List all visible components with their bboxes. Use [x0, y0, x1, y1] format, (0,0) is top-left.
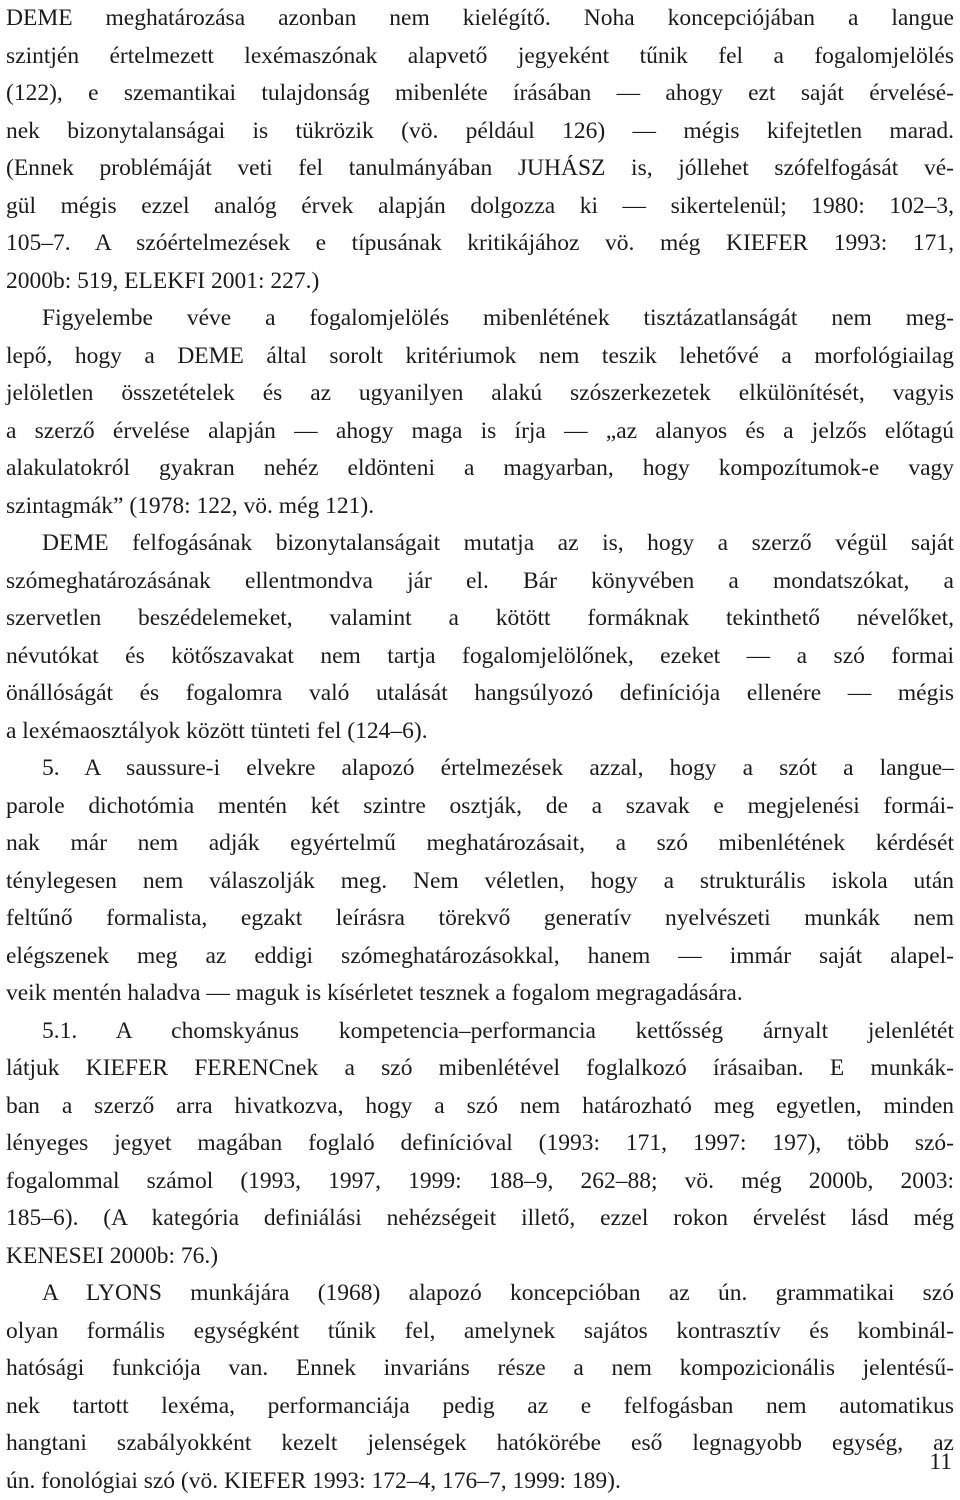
text-line: parole dichotómia mentén két szintre osztják, de a szavak e megjelenési formái-: [6, 788, 954, 826]
text-line: gül mégis ezzel analóg érvek alapján dolgozza ki — sikertelenül; 1980: 102–3,: [6, 188, 954, 226]
paragraph-first-line: DEME felfogásának bizonytalanságait mutatja az is, hogy a szerző végül saját: [6, 525, 954, 563]
text-line: névutókat és kötőszavakat nem tartja fogalomjelölőnek, ezeket — a szó formai: [6, 638, 954, 676]
text-line: lényeges jegyet magában foglaló definícióval (1993: 171, 1997: 197), több szó-: [6, 1125, 954, 1163]
text-line: feltűnő formalista, egzakt leírásra törekvő generatív nyelvészeti munkák nem: [6, 900, 954, 938]
text-line: (122), e szemantikai tulajdonság mibenléte írásában — ahogy ezt saját érvelésé-: [6, 75, 954, 113]
page-number: 11: [929, 1447, 952, 1477]
text-line: veik mentén haladva — maguk is kísérletet tesznek a fogalom megragadására.: [6, 975, 954, 1013]
text-line: olyan formális egységként tűnik fel, amelynek sajátos kontrasztív és kombinál-: [6, 1313, 954, 1351]
document-page: [6, 0, 954, 1500]
text-line: hatósági funkciója van. Ennek invariáns része a nem kompozicionális jelentésű-: [6, 1350, 954, 1388]
text-line: DEME meghatározása azonban nem kielégítő. Noha koncepciójában a langue: [6, 0, 954, 38]
text-line: szervetlen beszédelemeket, valamint a kötött formáknak tekinthető névelőket,: [6, 600, 954, 638]
text-line: önállóságát és fogalomra való utalását hangsúlyozó definíciója ellenére — mégis: [6, 675, 954, 713]
text-line: (Ennek problémáját veti fel tanulmányában JUHÁSZ is, jóllehet szófelfogását vé-: [6, 150, 954, 188]
text-line: szintjén értelmezett lexémaszónak alapvető jegyeként tűnik fel a fogalomjelölés: [6, 38, 954, 76]
text-line: KENESEI 2000b: 76.): [6, 1238, 954, 1276]
text-line: ténylegesen nem válaszolják meg. Nem véletlen, hogy a strukturális iskola után: [6, 863, 954, 901]
text-line: 2000b: 519, ELEKFI 2001: 227.): [6, 263, 954, 301]
text-line: szintagmák” (1978: 122, vö. még 121).: [6, 488, 954, 526]
text-line: a szerző érvelése alapján — ahogy maga is írja — „az alanyos és a jelzős előtagú: [6, 413, 954, 451]
text-line: 185–6). (A kategória definiálási nehézségeit illető, ezzel rokon érvelést lásd még: [6, 1200, 954, 1238]
text-line: a lexémaosztályok között tünteti fel (124–6).: [6, 713, 954, 751]
text-line: nak már nem adják egyértelmű meghatározásait, a szó mibenlétének kérdését: [6, 825, 954, 863]
text-line: fogalommal számol (1993, 1997, 1999: 188–9, 262–88; vö. még 2000b, 2003:: [6, 1163, 954, 1201]
paragraph-first-line: Figyelembe véve a fogalomjelölés mibenlétének tisztázatlanságát nem meg-: [6, 300, 954, 338]
text-line: jelöletlen összetételek és az ugyanilyen alakú szószerkezetek elkülönítését, vagyis: [6, 375, 954, 413]
text-line: 105–7. A szóértelmezések e típusának kritikájához vö. még KIEFER 1993: 171,: [6, 225, 954, 263]
text-line: hangtani szabályokként kezelt jelenségek hatókörébe eső legnagyobb egység, az: [6, 1425, 954, 1463]
text-line: ún. fonológiai szó (vö. KIEFER 1993: 172–4, 176–7, 1999: 189).: [6, 1463, 954, 1500]
paragraph-first-line: 5. A saussure-i elvekre alapozó értelmezések azzal, hogy a szót a langue–: [6, 750, 954, 788]
text-line: alakulatokról gyakran nehéz eldönteni a magyarban, hogy kompozítumok-e vagy: [6, 450, 954, 488]
text-line: elégszenek meg az eddigi szómeghatározásokkal, hanem — immár saját alapel-: [6, 938, 954, 976]
paragraph-first-line: A LYONS munkájára (1968) alapozó koncepcióban az ún. grammatikai szó: [6, 1275, 954, 1313]
text-line: nek bizonytalanságai is tükrözik (vö. például 126) — mégis kifejtetlen marad.: [6, 113, 954, 151]
text-line: ban a szerző arra hivatkozva, hogy a szó nem határozható meg egyetlen, minden: [6, 1088, 954, 1126]
text-line: lepő, hogy a DEME által sorolt kritériumok nem teszik lehetővé a morfológiailag: [6, 338, 954, 376]
text-line: látjuk KIEFER FERENCnek a szó mibenlétével foglalkozó írásaiban. E munkák-: [6, 1050, 954, 1088]
text-line: nek tartott lexéma, performanciája pedig az e felfogásban nem automatikus: [6, 1388, 954, 1426]
paragraph-first-line: 5.1. A chomskyánus kompetencia–performancia kettősség árnyalt jelenlétét: [6, 1013, 954, 1051]
text-line: szómeghatározásának ellentmondva jár el. Bár könyvében a mondatszókat, a: [6, 563, 954, 601]
